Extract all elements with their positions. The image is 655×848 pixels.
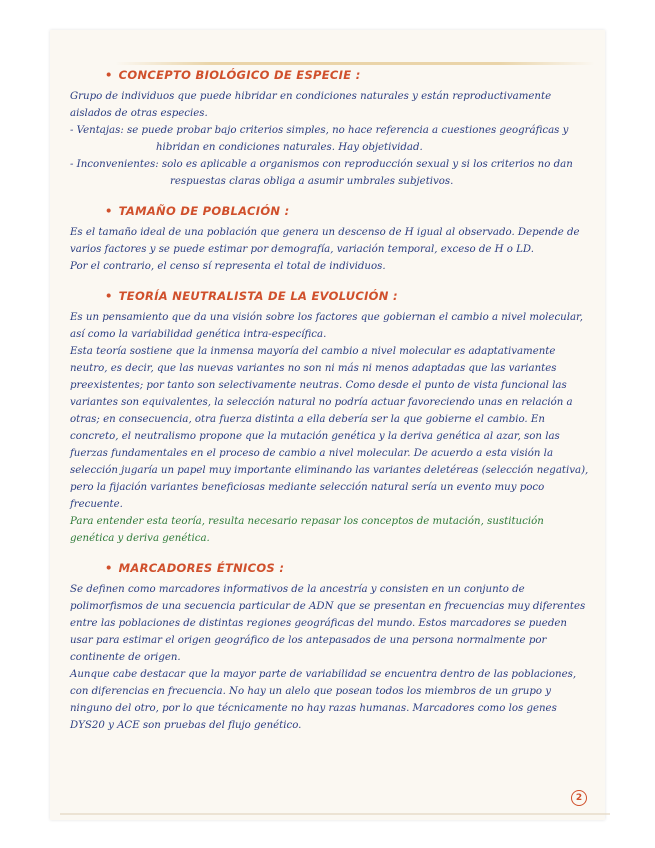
paragraph: Por el contrario, el censo sí representa el total de individuos.: [70, 261, 386, 272]
section-heading: • TEORÍA NEUTRALISTA DE LA EVOLUCIÓN :: [105, 289, 398, 303]
paragraph-inconvenientes: - Inconvenientes: solo es aplicable a organismos con reproducción sexual y si los criterios no dan respuestas claras obliga a asumir umbrales subjetivos.: [70, 159, 573, 187]
paragraph-ventajas: - Ventajas: se puede probar bajo criterios simples, no hace referencia a cuestiones geográficas y hibridan en condiciones naturales. Hay objetividad.: [70, 125, 569, 153]
notes-content: [70, 68, 590, 748]
page-number-badge: 2: [571, 790, 587, 806]
paragraph: Aunque cabe destacar que la mayor parte de variabilidad se encuentra dentro de las poblaciones, con diferencias en frecuencia. No hay un alelo que posean todos los miembros de un grupo y ninguno del otro, por lo que técnicamente no hay razas humanas. Marcadores como los genes DYS20 y ACE son pruebas del flujo genético.: [70, 669, 577, 731]
section-heading: • TAMAÑO DE POBLACIÓN :: [105, 204, 290, 218]
section-tamano-poblacion: [70, 204, 590, 275]
paragraph: Se definen como marcadores informativos de la ancestría y consisten en un conjunto de polimorfismos de una secuencia particular de ADN que se presentan en frecuencias muy diferentes entre las poblaciones de distintas regiones geográficas del mundo. Estos marcadores se pueden usar para estimar el origen geográfico de los antepasados de una persona normalmente por continente de origen.: [70, 584, 586, 663]
page-edge-shadow: [60, 813, 610, 815]
paragraph: Grupo de individuos que puede hibridar en condiciones naturales y están reproductivamente aislados de otras especies.: [70, 91, 552, 119]
paragraph: Es un pensamiento que da una visión sobre los factores que gobiernan el cambio a nivel molecular, así como la variabilidad genética intra-específica.: [70, 312, 584, 340]
section-heading: • CONCEPTO BIOLÓGICO DE ESPECIE :: [105, 68, 361, 82]
paragraph: Esta teoría sostiene que la inmensa mayoría del cambio a nivel molecular es adaptativamente neutro, es decir, que las nuevas variantes no son ni más ni menos adaptadas que las variantes preexistentes; por tanto son selectivamente neutras. Como desde el punto de vista funcional las variantes son equivalentes, la selección natural no podría actuar favoreciendo unas en relación a otras; en consecuencia, otra fuerza distinta a ella debería ser la que gobierne el cambio. En concreto, el neutralismo propone que la mutación genética y la deriva genética al azar, son las fuerzas fundamentales en el proceso de cambio a nivel molecular. De acuerdo a esta visión la selección jugaría un papel muy importante eliminando las variantes deletéreas (selección negativa), pero la fijación variantes beneficiosas mediante selección natural sería un evento muy poco frecuente.: [70, 346, 589, 510]
top-highlight: [115, 62, 595, 65]
section-teoria-neutralista: [70, 289, 590, 547]
paragraph: Es el tamaño ideal de una población que genera un descenso de H igual al observado. Depende de varios factores y se puede estimar por demografía, variación temporal, exceso de H o LD.: [70, 227, 580, 255]
notebook-page: [50, 30, 605, 820]
section-concepto-biologico: [70, 68, 590, 190]
section-heading: • MARCADORES ÉTNICOS :: [105, 561, 285, 575]
section-marcadores-etnicos: [70, 561, 590, 734]
paragraph-green-note: Para entender esta teoría, resulta necesario repasar los conceptos de mutación, sustitución genética y deriva genética.: [70, 516, 544, 544]
